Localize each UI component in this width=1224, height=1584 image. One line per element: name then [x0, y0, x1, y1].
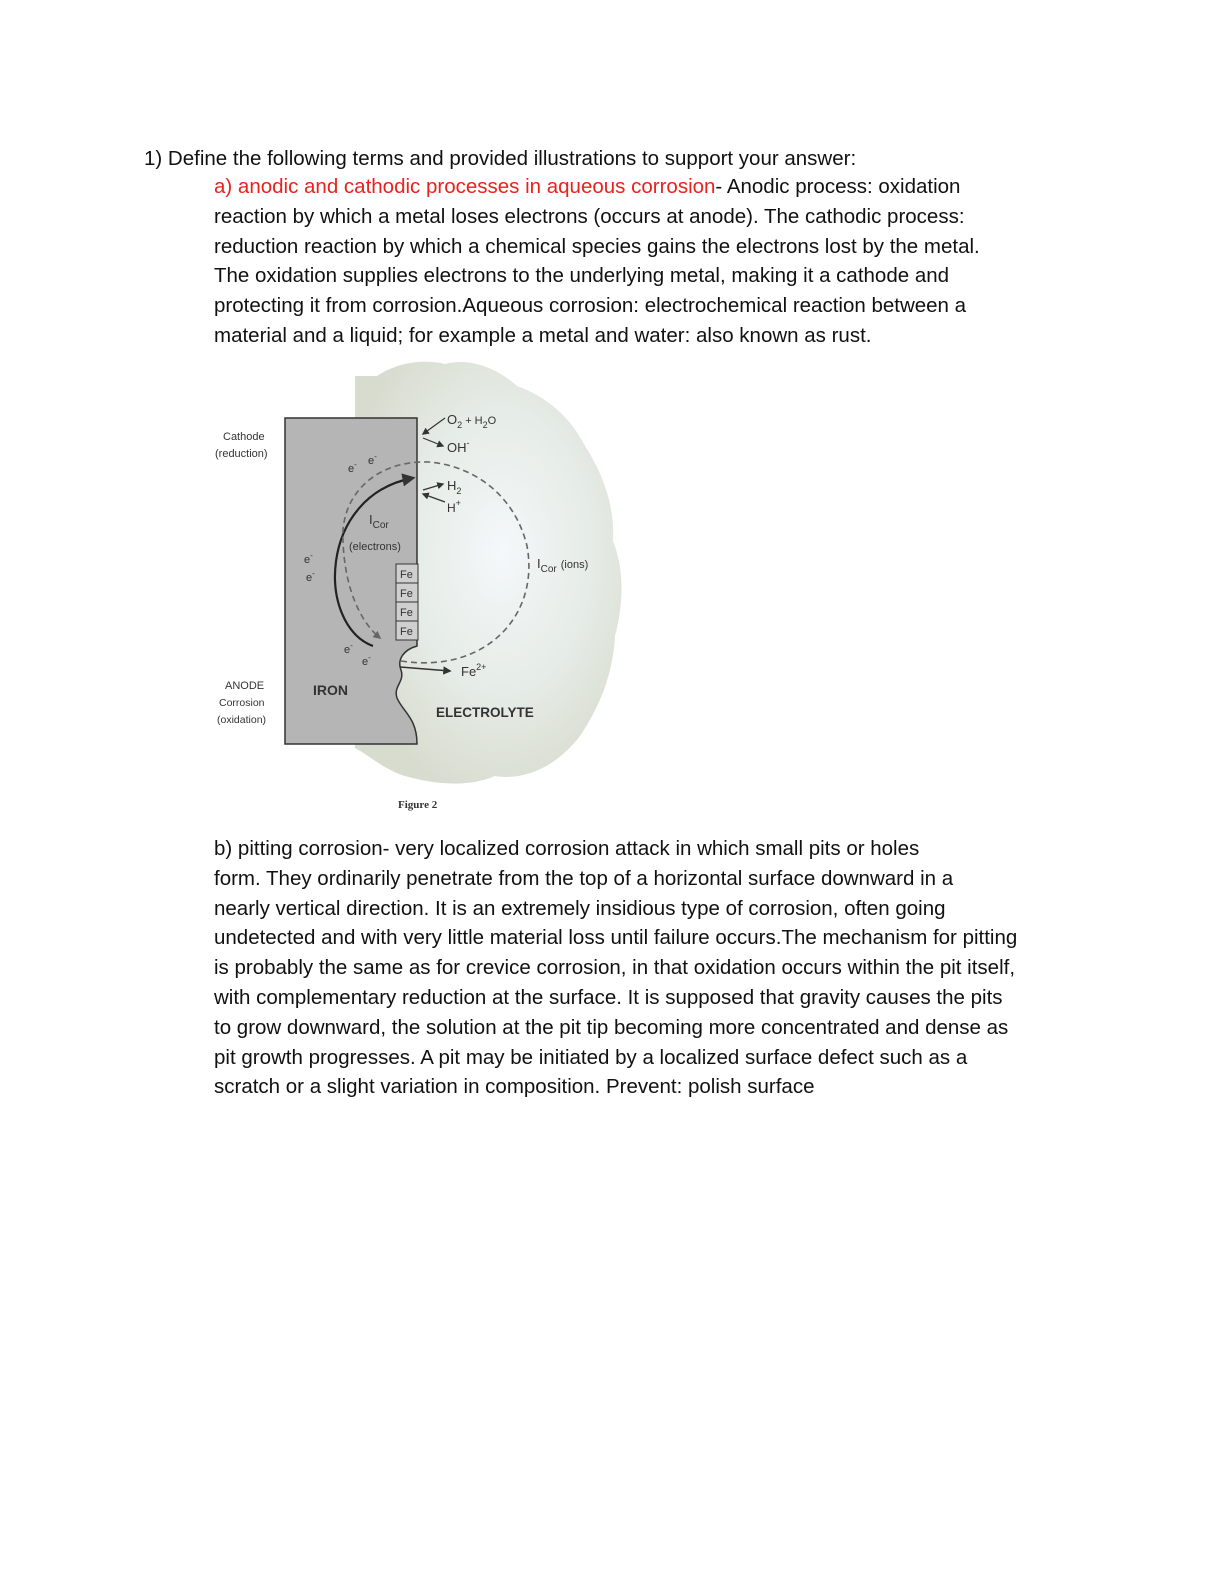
part-b-line: scratch or a slight variation in composition. Prevent: polish surface: [214, 1075, 815, 1099]
anode-sub-label: (oxidation): [217, 714, 267, 726]
h2-label: $H_2$: [447, 478, 462, 496]
electron-label: e-: [348, 460, 357, 475]
part-a-line: material and a liquid; for example a metal and water: also known as rust.: [214, 323, 872, 347]
electron-label: e-: [362, 653, 371, 668]
h-plus-label: H+: [447, 498, 461, 515]
part-b-line: nearly vertical direction. It is an extremely insidious type of corrosion, often going: [214, 896, 946, 920]
cathode-label: Cathode: [223, 431, 265, 443]
question-heading: 1) Define the following terms and provided illustrations to support your answer:: [144, 147, 857, 170]
part-b-answer: [214, 834, 1084, 1102]
part-a-line: protecting it from corrosion.Aqueous corrosion: electrochemical reaction between a: [214, 294, 967, 318]
corrosion-diagram: [205, 356, 635, 836]
oh-label: OH-: [447, 438, 470, 455]
anode-sub-label: Corrosion: [219, 697, 265, 709]
part-a-answer: [214, 172, 1084, 351]
part-a-first-line-rest: - Anodic process: oxidation: [715, 175, 961, 198]
electron-label: e-: [304, 551, 313, 566]
part-a-line: The oxidation supplies electrons to the underlying metal, making it a cathode and: [214, 264, 950, 288]
part-a-line: reaction by which a metal loses electrons (occurs at anode). The cathodic process:: [214, 204, 965, 228]
part-a-heading: a) anodic and cathodic processes in aqueous corrosion: [214, 175, 716, 198]
electron-label: e-: [368, 452, 377, 467]
part-b-line: with complementary reduction at the surface. It is supposed that gravity causes the pits: [214, 985, 1003, 1009]
fe-label: Fe: [400, 569, 413, 581]
part-b-line: pit growth progresses. A pit may be initiated by a localized surface defect such as a: [214, 1045, 968, 1069]
electron-label: e-: [344, 641, 353, 656]
part-b-line: undetected and with very little material loss until failure occurs.The mechanism for pitting: [214, 926, 1018, 950]
fe-stack: [396, 564, 418, 640]
part-b-line: form. They ordinarily penetrate from the top of a horizontal surface downward in a: [214, 866, 954, 890]
icor-electrons-label: $I_{Cor}$: [369, 512, 389, 531]
electrolyte-label: ELECTROLYTE: [436, 705, 534, 720]
fe-label: Fe: [400, 626, 413, 638]
iron-label: IRON: [313, 682, 348, 698]
cathode-sub-label: (reduction): [215, 448, 268, 460]
part-b-line: b) pitting corrosion- very localized corrosion attack in which small pits or holes: [214, 837, 920, 860]
anode-label: ANODE: [225, 680, 265, 692]
o2-h2o-label: $O_2$ $^{+ H}_2^O$: [447, 412, 497, 430]
part-b-line: to grow downward, the solution at the pit tip becoming more concentrated and dense as: [214, 1015, 1009, 1039]
electron-label: e-: [306, 569, 315, 584]
fe-label: Fe: [400, 588, 413, 600]
fe-label: Fe: [400, 607, 413, 619]
fe2-label: $Fe^{2+}$: [461, 662, 487, 679]
icor-ions-label: $I_{Cor}$ $^{(ions)}$: [537, 556, 589, 575]
icor-electrons-note: (electrons): [349, 541, 401, 553]
part-b-line: is probably the same as for crevice corrosion, in that oxidation occurs within the pit itself,: [214, 956, 1016, 980]
part-a-first-line: [214, 172, 1084, 202]
part-a-line: reduction reaction by which a chemical species gains the electrons lost by the metal.: [214, 234, 980, 258]
figure-caption: Figure 2: [398, 799, 438, 811]
